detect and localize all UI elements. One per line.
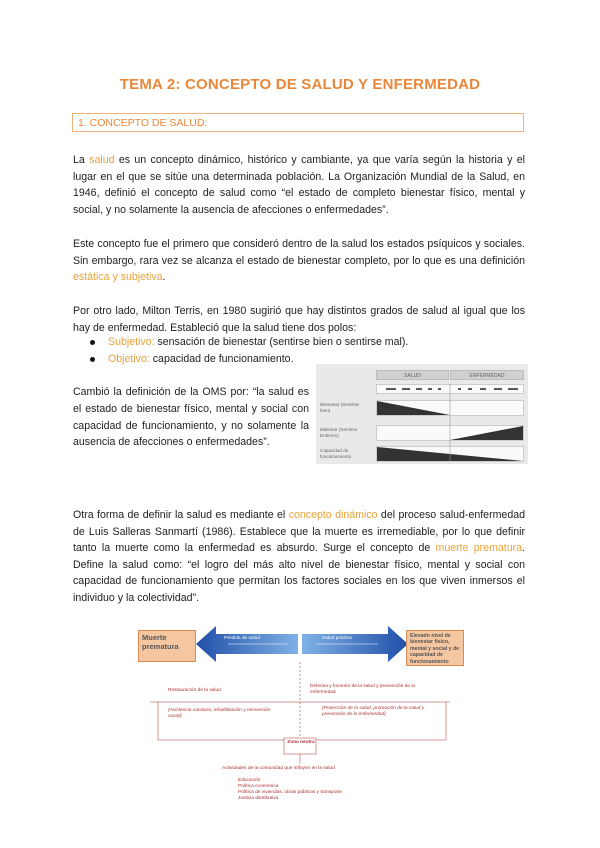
arrow-right-label: Salud positiva <box>322 636 352 641</box>
p5-highlight-muerte: muerte prematura <box>435 542 523 555</box>
bullet-term: Objetivo: <box>108 353 150 365</box>
document-title: TEMA 2: CONCEPTO DE SALUD Y ENFERMEDAD <box>119 76 481 93</box>
bullet-list <box>90 334 408 368</box>
bullet-dot-icon <box>90 357 95 362</box>
diagram-left-heading: Restauración de la salud <box>168 688 221 693</box>
bullet-text: sensación de bienestar (sentirse bien o sentirse mal). <box>154 336 409 348</box>
diagram-bottom-item: Política de viviendas, obras públicas y transporte <box>238 790 342 795</box>
paragraph-2 <box>73 236 525 286</box>
p1-text-a: La <box>73 154 90 166</box>
health-scale-figure <box>316 364 528 464</box>
bullet-dot-icon <box>90 340 95 345</box>
p5-highlight-concepto: concepto dinámico <box>288 509 378 521</box>
p2-text-b: . <box>162 271 166 284</box>
diagram-right-heading: Defensa y fomento de la salud y prevención de la enfermedad <box>310 684 416 695</box>
diagram-bottom-item: Justicia distributiva <box>238 796 279 801</box>
scale-ticks <box>386 388 518 390</box>
diagram-left-sub: (Asistencia sanitaria, rehabilitación y reinserción social) <box>168 708 271 719</box>
paragraph-4: Cambió la definición de la OMS por: “la salud es el estado de bienestar físico, mental y social con capacidad de funcionamiento, y no solamente la ausencia de afecciones o enfermedades”. <box>73 386 309 449</box>
paragraph-3: Por otro lado, Milton Terris, en 1980 sugirió que hay distintos grados de salud al igual que los hay de enfermedad. Estableció que la salud tiene dos polos: <box>73 305 525 334</box>
diagram-right-sub: (Protección de la salud, promoción de la salud y prevención de la enfermedad) <box>322 706 425 717</box>
p5-text-b: del proceso salud-enfermedad de Luis Salleras Sanmartí (1986). Establece que la muerte es irremediable, por lo que definir tanto la muerte como la enfermedad es absurdo. Surge el concepto de <box>73 509 525 555</box>
section-heading: 1. CONCEPTO DE SALUD: <box>72 113 524 132</box>
p2-highlight: estática y subjetiva <box>73 271 163 284</box>
figure-label-bienestar: Bienestar (Sentirse bien) <box>320 402 360 413</box>
p1-highlight-salud: salud <box>89 154 115 166</box>
p2-text-a: Este concepto fue el primero que consideró dentro de la salud los estados psíquicos y sociales. Sin embargo, rara vez se alcanza el estado de bienestar completo, por lo que es una definición <box>73 238 525 267</box>
figure-label-capacidad: Capacidad de funcionamiento <box>320 448 352 459</box>
diagram-bottom-list <box>238 778 342 802</box>
figure-wedges <box>316 364 528 464</box>
p5-text-a: Otra forma de definir la salud es mediante el <box>73 509 289 521</box>
diagram-zona-neutra: Zona neutra <box>287 740 315 745</box>
bullet-item-subjetivo <box>90 334 408 351</box>
diagram-box-muerte: Muerte prematura <box>138 630 196 662</box>
arrow-left-label: Pérdida de salud <box>224 636 261 641</box>
paragraph-5 <box>73 507 525 607</box>
figure-header-enfermedad: ENFERMEDAD <box>450 370 524 380</box>
figure-header-salud: SALUD <box>376 370 449 380</box>
bullet-text: capacidad de funcionamiento. <box>149 353 294 365</box>
health-continuum-diagram <box>138 618 464 834</box>
malestar-wedge <box>450 426 523 440</box>
figure-label-malestar: Malestar (Sentirse Enfermo) <box>320 427 358 438</box>
paragraph-1 <box>73 152 525 218</box>
diagram-box-bienestar: Elevado nivel de bienestar físico, mental y social y de capacidad de funcionamiento <box>406 630 464 666</box>
bienestar-wedge <box>377 401 450 415</box>
bullet-term: Subjetivo: <box>108 336 155 348</box>
p5-text-c: . Define la salud como: “el logro del más alto nivel de bienestar físico, mental y social con capacidad de funcionamiento que permitan los factores sociales en los que viven inmersos el individuo y la colectividad”. <box>73 542 525 604</box>
p1-text-b: es un concepto dinámico, histórico y cambiante, ya que varía según la historia y el lugar en el que se sitúe una determinada población. La Organización Mundial de la Salud, en 1946, definió el concepto de salud como “el estado de completo bienestar físico, mental y social, y no solamente la ausencia de afecciones o enfermedades”. <box>73 154 525 216</box>
diagram-bottom-title: Actividades de la comunidad que influyen en la salud <box>222 766 335 771</box>
diagram-bottom-item: Política económica <box>238 784 279 789</box>
diagram-bottom-item: Educación <box>238 778 261 783</box>
